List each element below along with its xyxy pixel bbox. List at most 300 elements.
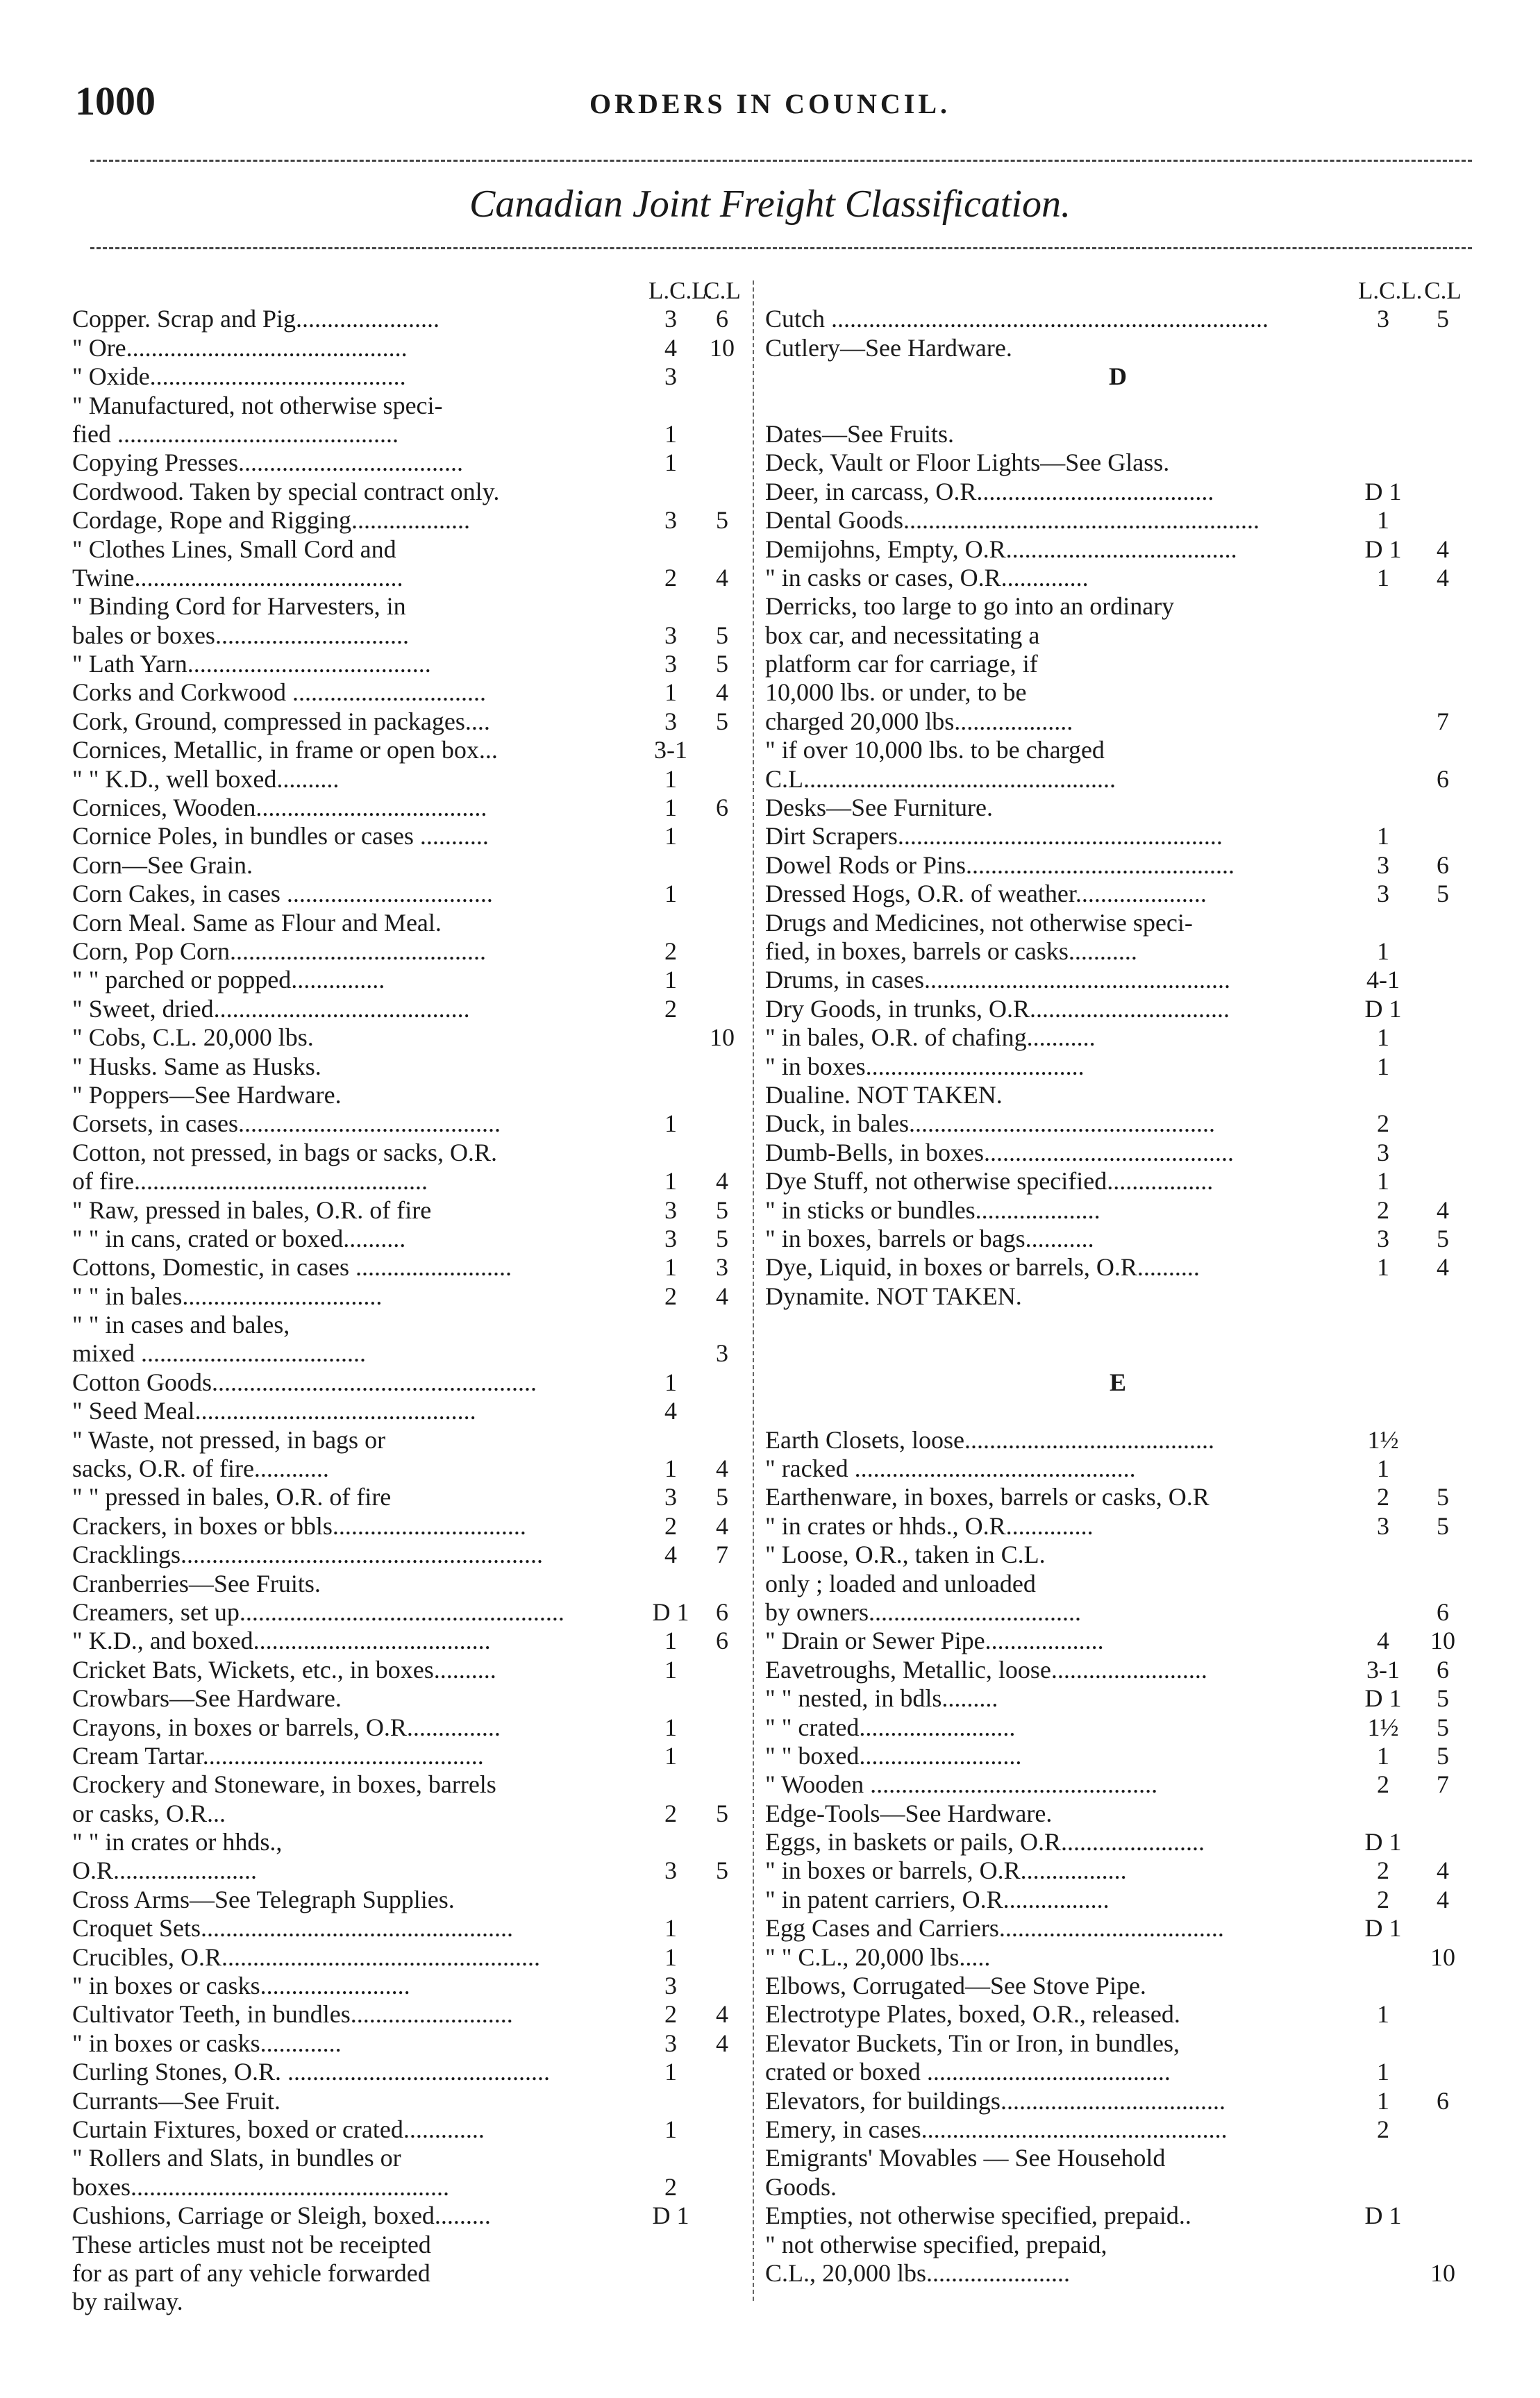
item-description: Cutlery—See Hardware. [765, 333, 1012, 362]
lcl-rate: 1 [1377, 1052, 1389, 1080]
table-row [72, 1742, 746, 1770]
cl-rate: C.L [703, 277, 741, 304]
lcl-rate: 1 [1377, 2058, 1389, 2086]
lcl-rate: 3 [664, 2029, 677, 2057]
item-description: Cork, Ground, compressed in packages.... [72, 707, 490, 735]
cl-rate: 4 [716, 563, 728, 592]
table-row [765, 736, 1471, 764]
item-description: " Clothes Lines, Small Cord and [72, 535, 396, 563]
lcl-rate: 2 [664, 2172, 677, 2201]
lcl-rate: 1 [1377, 2086, 1389, 2115]
item-description: only ; loaded and unloaded [765, 1569, 1036, 1598]
lcl-rate: 3 [664, 707, 677, 735]
table-row [765, 1770, 1471, 1799]
item-description: Crayons, in boxes or barrels, O.R............... [72, 1713, 501, 1741]
item-description: Corn Meal. Same as Flour and Meal. [72, 908, 442, 937]
item-description: Curling Stones, O.R. .......................................... [72, 2058, 551, 2086]
item-description: Cornices, Metallic, in frame or open box... [72, 736, 498, 764]
lcl-rate: 2 [664, 2000, 677, 2029]
lcl-rate: 1 [664, 1368, 677, 1396]
item-description: Dye, Liquid, in boxes or barrels, O.R.......... [765, 1253, 1200, 1282]
item-description: " Seed Meal............................................. [72, 1397, 476, 1425]
item-description: Corn, Pop Corn......................................... [72, 937, 487, 965]
cl-rate: 5 [716, 1196, 728, 1224]
table-row [765, 2173, 1471, 2202]
item-description: Cricket Bats, Wickets, etc., in boxes.......... [72, 1655, 496, 1684]
table-row [765, 1512, 1471, 1541]
cl-rate: 5 [1437, 880, 1449, 908]
table-row [72, 2087, 746, 2115]
table-row [72, 1368, 746, 1397]
lcl-rate: 2 [1377, 1770, 1389, 1799]
lcl-rate: D 1 [1364, 1828, 1402, 1856]
table-row [765, 420, 1471, 448]
item-description: Cordage, Rope and Rigging................... [72, 506, 470, 535]
item-description: by owners.................................. [765, 1598, 1081, 1626]
table-row [765, 1713, 1471, 1742]
lcl-rate: 2 [664, 1282, 677, 1310]
lcl-rate: 3 [1377, 1138, 1389, 1166]
table-row [72, 1656, 746, 1684]
table-row [765, 1828, 1471, 1856]
cl-rate: 4 [1437, 563, 1449, 592]
table-row [72, 1713, 746, 1742]
table-row [765, 1943, 1471, 1972]
item-description: Dumb-Bells, in boxes........................................ [765, 1138, 1234, 1166]
item-description: Electrotype Plates, boxed, O.R., released. [765, 2000, 1180, 2029]
lcl-rate: 3 [664, 1483, 677, 1511]
item-description: " Loose, O.R., taken in C.L. [765, 1541, 1046, 1569]
table-row [765, 937, 1471, 966]
lcl-rate: D 1 [1364, 1684, 1402, 1713]
table-row [72, 2259, 746, 2288]
running-title: ORDERS IN COUNCIL. [589, 88, 951, 119]
table-row [765, 1339, 1471, 1368]
cl-rate: 6 [1437, 1655, 1449, 1684]
table-row [765, 2087, 1471, 2115]
lcl-rate: L.C.L. [1358, 277, 1423, 304]
lcl-rate: 1 [664, 1109, 677, 1138]
cl-rate: 4 [716, 2029, 728, 2057]
item-description: " in boxes, barrels or bags........... [765, 1224, 1094, 1252]
item-description: Deck, Vault or Floor Lights—See Glass. [765, 448, 1170, 477]
item-description: fied, in boxes, barrels or casks........... [765, 937, 1137, 965]
item-description: " in boxes or casks............. [72, 2029, 342, 2057]
item-description: Egg Cases and Carriers.................................... [765, 1914, 1224, 1943]
cl-rate: 5 [1437, 1741, 1449, 1770]
table-row [765, 448, 1471, 477]
lcl-rate: 2 [1377, 2115, 1389, 2143]
item-description: Croquet Sets.................................................. [72, 1914, 513, 1943]
lcl-rate: 3 [664, 305, 677, 333]
item-description: " Oxide......................................... [72, 362, 406, 391]
item-description: Corks and Corkwood ............................... [72, 678, 486, 707]
table-row [72, 305, 746, 333]
table-row [72, 937, 746, 966]
item-description: " in boxes or casks........................ [72, 1972, 410, 2000]
lcl-rate: 2 [664, 994, 677, 1023]
lcl-rate: 2 [1377, 1483, 1389, 1511]
item-description: " Wooden .............................................. [765, 1770, 1158, 1799]
table-row [72, 1483, 746, 1511]
item-description: Dualine. NOT TAKEN. [765, 1080, 1003, 1109]
lcl-rate: 4 [664, 1397, 677, 1425]
table-row [765, 2029, 1471, 2058]
table-row [72, 966, 746, 994]
table-row [72, 1397, 746, 1425]
table-row [765, 1282, 1471, 1311]
item-description: D [1109, 362, 1127, 391]
item-description: " in bales, O.R. of chafing........... [765, 1023, 1096, 1052]
table-row [72, 1253, 746, 1282]
cl-rate: 4 [1437, 1196, 1449, 1224]
cl-rate: 6 [716, 305, 728, 333]
table-row [72, 621, 746, 650]
lcl-rate: 1 [664, 1253, 677, 1282]
table-row [72, 592, 746, 621]
table-row [72, 1196, 746, 1225]
item-description: Demijohns, Empty, O.R..................................... [765, 535, 1237, 563]
item-description: Corsets, in cases.......................................... [72, 1109, 501, 1138]
cl-rate: 7 [716, 1541, 728, 1569]
table-row [72, 1512, 746, 1541]
table-row [765, 851, 1471, 880]
lcl-rate: 1 [664, 822, 677, 850]
item-description: Creamers, set up.................................................... [72, 1598, 564, 1626]
item-description: Cushions, Carriage or Sleigh, boxed......... [72, 2202, 491, 2230]
lcl-rate: 3 [664, 621, 677, 649]
cl-rate: 10 [710, 333, 735, 362]
cl-rate: 7 [1437, 707, 1449, 735]
table-row [72, 678, 746, 707]
lcl-rate: 1 [1377, 1454, 1389, 1483]
lcl-rate: 1 [1377, 822, 1389, 850]
cl-rate: 4 [1437, 535, 1449, 563]
lcl-rate: 1 [1377, 937, 1389, 965]
item-description: " Sweet, dried......................................... [72, 994, 470, 1023]
table-row [765, 1972, 1471, 2000]
item-description: Cornice Poles, in bundles or cases ........... [72, 822, 489, 850]
cl-rate: 10 [1430, 2258, 1455, 2287]
table-row [72, 1684, 746, 1713]
item-description: Cranberries—See Fruits. [72, 1569, 321, 1598]
cl-rate: 5 [716, 707, 728, 735]
table-row [72, 909, 746, 937]
item-description: " " parched or popped............... [72, 966, 385, 994]
item-description: " racked ............................................. [765, 1454, 1136, 1483]
table-row [72, 420, 746, 448]
item-description: Dry Goods, in trunks, O.R................................ [765, 994, 1230, 1023]
cl-rate: 4 [716, 1511, 728, 1540]
table-row [765, 1225, 1471, 1253]
table-row [765, 305, 1471, 333]
lcl-rate: 1 [664, 419, 677, 448]
lcl-rate: 1 [1377, 1167, 1389, 1196]
item-description: charged 20,000 lbs................... [765, 707, 1073, 735]
lcl-rate: 2 [1377, 1856, 1389, 1885]
item-description: Dirt Scrapers.................................................... [765, 822, 1223, 850]
cl-rate: 4 [1437, 1856, 1449, 1885]
table-row [72, 2000, 746, 2029]
cl-rate: 10 [1430, 1943, 1455, 1971]
item-description: " " in crates or hhds., [72, 1828, 283, 1856]
item-description: fied ............................................. [72, 419, 399, 448]
item-description: " " nested, in bdls......... [765, 1684, 998, 1713]
section-letter [765, 362, 1471, 391]
table-row [765, 2000, 1471, 2029]
item-description: Corn Cakes, in cases ................................. [72, 880, 493, 908]
lcl-rate: D 1 [652, 1598, 689, 1626]
table-row [765, 478, 1471, 506]
lcl-rate: 3 [664, 650, 677, 678]
lcl-rate: 2 [664, 1799, 677, 1827]
item-description: " " C.L., 20,000 lbs..... [765, 1943, 991, 1971]
table-row [765, 1483, 1471, 1511]
item-description: " " K.D., well boxed.......... [72, 764, 340, 793]
table-row [765, 592, 1471, 621]
lcl-rate: 1½ [1367, 1425, 1399, 1454]
item-description: box car, and necessitating a [765, 621, 1040, 649]
item-description: Cotton Goods.................................................... [72, 1368, 537, 1396]
table-row [765, 621, 1471, 650]
item-description: " " in bales................................ [72, 1282, 383, 1310]
section-letter [765, 1368, 1471, 1397]
lcl-rate: 2 [1377, 1885, 1389, 1913]
item-description: Dental Goods......................................................... [765, 506, 1259, 535]
table-row [72, 1627, 746, 1655]
table-row [765, 1023, 1471, 1052]
item-description: by railway. [72, 2288, 183, 2316]
item-description: Empties, not otherwise specified, prepaid.. [765, 2202, 1191, 2230]
table-row [72, 1167, 746, 1196]
table-row [765, 1541, 1471, 1569]
table-row [72, 1914, 746, 1943]
table-row [765, 794, 1471, 822]
item-description: of fire............................................... [72, 1167, 428, 1196]
lcl-rate: 3 [1377, 850, 1389, 879]
table-row [72, 1541, 746, 1569]
cl-rate: 5 [716, 621, 728, 649]
lcl-rate: 1 [664, 1943, 677, 1971]
table-row [765, 1800, 1471, 1828]
table-row [72, 1454, 746, 1483]
item-description: Emigrants' Movables — See Household [765, 2144, 1166, 2172]
item-description: Cottons, Domestic, in cases ......................... [72, 1253, 512, 1282]
table-row [72, 707, 746, 736]
lcl-rate: 3 [1377, 880, 1389, 908]
table-row [765, 1167, 1471, 1196]
item-description: Corn—See Grain. [72, 850, 253, 879]
item-description: Elevators, for buildings.................................... [765, 2086, 1225, 2115]
lcl-rate: 3 [664, 506, 677, 535]
item-description: Cream Tartar............................................. [72, 1741, 484, 1770]
cl-rate: 5 [1437, 1713, 1449, 1741]
item-description: Cultivator Teeth, in bundles.......................... [72, 2000, 513, 2029]
item-description: " Raw, pressed in bales, O.R. of fire [72, 1196, 432, 1224]
cl-rate: 4 [716, 678, 728, 707]
item-description: " Poppers—See Hardware. [72, 1080, 342, 1109]
lcl-rate: D 1 [1364, 2202, 1402, 2230]
lcl-rate: 1 [1377, 2000, 1389, 2029]
item-description: " Ore............................................. [72, 333, 408, 362]
table-row [765, 1570, 1471, 1598]
lcl-rate: 1 [1377, 1023, 1389, 1052]
table-row [72, 1311, 746, 1339]
item-description: " Rollers and Slats, in bundles or [72, 2144, 401, 2172]
table-row [72, 995, 746, 1023]
lcl-rate: 3 [664, 1224, 677, 1252]
table-row [765, 1742, 1471, 1770]
lcl-rate: L.C.L. [648, 277, 713, 304]
lcl-rate: 1 [664, 966, 677, 994]
table-row [72, 1053, 746, 1081]
table-row [765, 678, 1471, 707]
item-description: platform car for carriage, if [765, 650, 1038, 678]
table-row [72, 1886, 746, 1914]
item-description: E [1109, 1368, 1126, 1396]
lcl-rate: 1 [664, 1741, 677, 1770]
table-row [765, 1311, 1471, 1339]
table-row [72, 1282, 746, 1311]
item-description: Currants—See Fruit. [72, 2086, 281, 2115]
item-description: Earthenware, in boxes, barrels or casks, O.R [765, 1483, 1210, 1511]
cl-rate: 5 [1437, 1483, 1449, 1511]
cl-rate: 4 [1437, 1253, 1449, 1282]
cl-rate: 5 [1437, 1511, 1449, 1540]
table-row [72, 1109, 746, 1138]
lcl-rate: 2 [664, 937, 677, 965]
table-row [765, 334, 1471, 362]
cl-rate: 5 [716, 1224, 728, 1252]
item-description: " if over 10,000 lbs. to be charged [765, 736, 1105, 764]
item-description: Cracklings.......................................................... [72, 1541, 543, 1569]
table-row [765, 535, 1471, 564]
item-description: bales or boxes............................... [72, 621, 409, 649]
lcl-rate: 3 [664, 1856, 677, 1885]
lcl-rate: 2 [1377, 1196, 1389, 1224]
table-row [765, 1886, 1471, 1914]
item-description: " in crates or hhds., O.R.............. [765, 1511, 1094, 1540]
table-row [765, 1081, 1471, 1109]
table-row [765, 1397, 1471, 1425]
table-row [72, 794, 746, 822]
lcl-rate: 1 [1377, 506, 1389, 535]
item-description: Crackers, in boxes or bbls............................... [72, 1511, 526, 1540]
item-description: " in patent carriers, O.R................. [765, 1885, 1110, 1913]
cl-rate: 5 [1437, 1224, 1449, 1252]
cl-rate: 5 [716, 650, 728, 678]
item-description: " in boxes or barrels, O.R................. [765, 1856, 1127, 1885]
item-description: C.L.................................................. [765, 764, 1116, 793]
cl-rate: 4 [1437, 1885, 1449, 1913]
item-description: Emery, in cases................................................. [765, 2115, 1228, 2143]
lcl-rate: 1 [664, 1627, 677, 1655]
item-description: Drums, in cases................................................. [765, 966, 1230, 994]
page-number: 1000 [75, 78, 156, 124]
right-column [765, 276, 1471, 2288]
lcl-rate: 4 [664, 333, 677, 362]
item-description: " Cobs, C.L. 20,000 lbs. [72, 1023, 314, 1052]
cl-rate: 6 [1437, 850, 1449, 879]
table-row [72, 1225, 746, 1253]
lcl-rate: D 1 [1364, 1914, 1402, 1943]
table-row [765, 2259, 1471, 2288]
lcl-rate: 1 [1377, 1253, 1389, 1282]
cl-rate: 5 [716, 1483, 728, 1511]
column-divider [753, 280, 754, 2301]
item-description: Earth Closets, loose........................................ [765, 1425, 1214, 1454]
table-row [72, 1598, 746, 1627]
table-row [72, 765, 746, 794]
table-row [765, 2115, 1471, 2144]
lcl-rate: D 1 [1364, 994, 1402, 1023]
table-row [765, 2202, 1471, 2230]
cl-rate: 6 [1437, 764, 1449, 793]
lcl-rate: D 1 [652, 2202, 689, 2230]
item-description: " Manufactured, not otherwise speci- [72, 391, 443, 419]
item-description: Eavetroughs, Metallic, loose......................... [765, 1655, 1207, 1684]
divider-top [90, 160, 1472, 162]
table-row [765, 1856, 1471, 1885]
table-row [72, 2029, 746, 2058]
item-description: These articles must not be receipted [72, 2230, 431, 2258]
item-description: Elevator Buckets, Tin or Iron, in bundles, [765, 2029, 1180, 2057]
table-row [72, 448, 746, 477]
item-description: " in boxes................................... [765, 1052, 1085, 1080]
table-row [765, 2231, 1471, 2259]
cl-rate: 3 [716, 1339, 728, 1368]
table-row [765, 1253, 1471, 1282]
table-row [765, 1914, 1471, 1943]
cl-rate: 5 [716, 506, 728, 535]
table-row [72, 822, 746, 850]
item-description: Cutch ...................................................................... [765, 305, 1269, 333]
item-description: Duck, in bales................................................. [765, 1109, 1215, 1138]
cl-rate: 5 [716, 1799, 728, 1827]
item-description: Cordwood. Taken by special contract only. [72, 477, 500, 505]
lcl-rate: 3 [664, 362, 677, 391]
item-description: Crucibles, O.R................................................... [72, 1943, 540, 1971]
lcl-rate: 1 [1377, 563, 1389, 592]
item-description: Deer, in carcass, O.R...................................... [765, 477, 1214, 505]
item-description: " in sticks or bundles.................... [765, 1196, 1100, 1224]
item-description: O.R....................... [72, 1856, 258, 1885]
item-description: " not otherwise specified, prepaid, [765, 2230, 1107, 2258]
lcl-rate: 1 [664, 1713, 677, 1741]
lcl-rate: 4-1 [1366, 966, 1400, 994]
section-subtitle: Canadian Joint Freight Classification. [469, 183, 1071, 226]
table-row [72, 2231, 746, 2259]
item-description: Dressed Hogs, O.R. of weather..................... [765, 880, 1207, 908]
table-row [765, 1627, 1471, 1655]
table-row [72, 736, 746, 764]
cl-rate: 6 [716, 794, 728, 822]
lcl-rate: 1 [664, 1655, 677, 1684]
page-header [0, 78, 1540, 133]
item-description: 10,000 lbs. or under, to be [765, 678, 1027, 707]
lcl-rate: 1 [664, 678, 677, 707]
item-description: Crowbars—See Hardware. [72, 1684, 342, 1713]
cl-rate: 3 [716, 1253, 728, 1282]
lcl-rate: 3 [1377, 1224, 1389, 1252]
table-row [765, 1598, 1471, 1627]
cl-rate: C.L [1424, 277, 1462, 304]
item-description: " Waste, not pressed, in bags or [72, 1425, 386, 1454]
lcl-rate: 3 [664, 1196, 677, 1224]
item-description: or casks, O.R... [72, 1799, 226, 1827]
table-row [765, 2144, 1471, 2172]
table-row [72, 2202, 746, 2230]
